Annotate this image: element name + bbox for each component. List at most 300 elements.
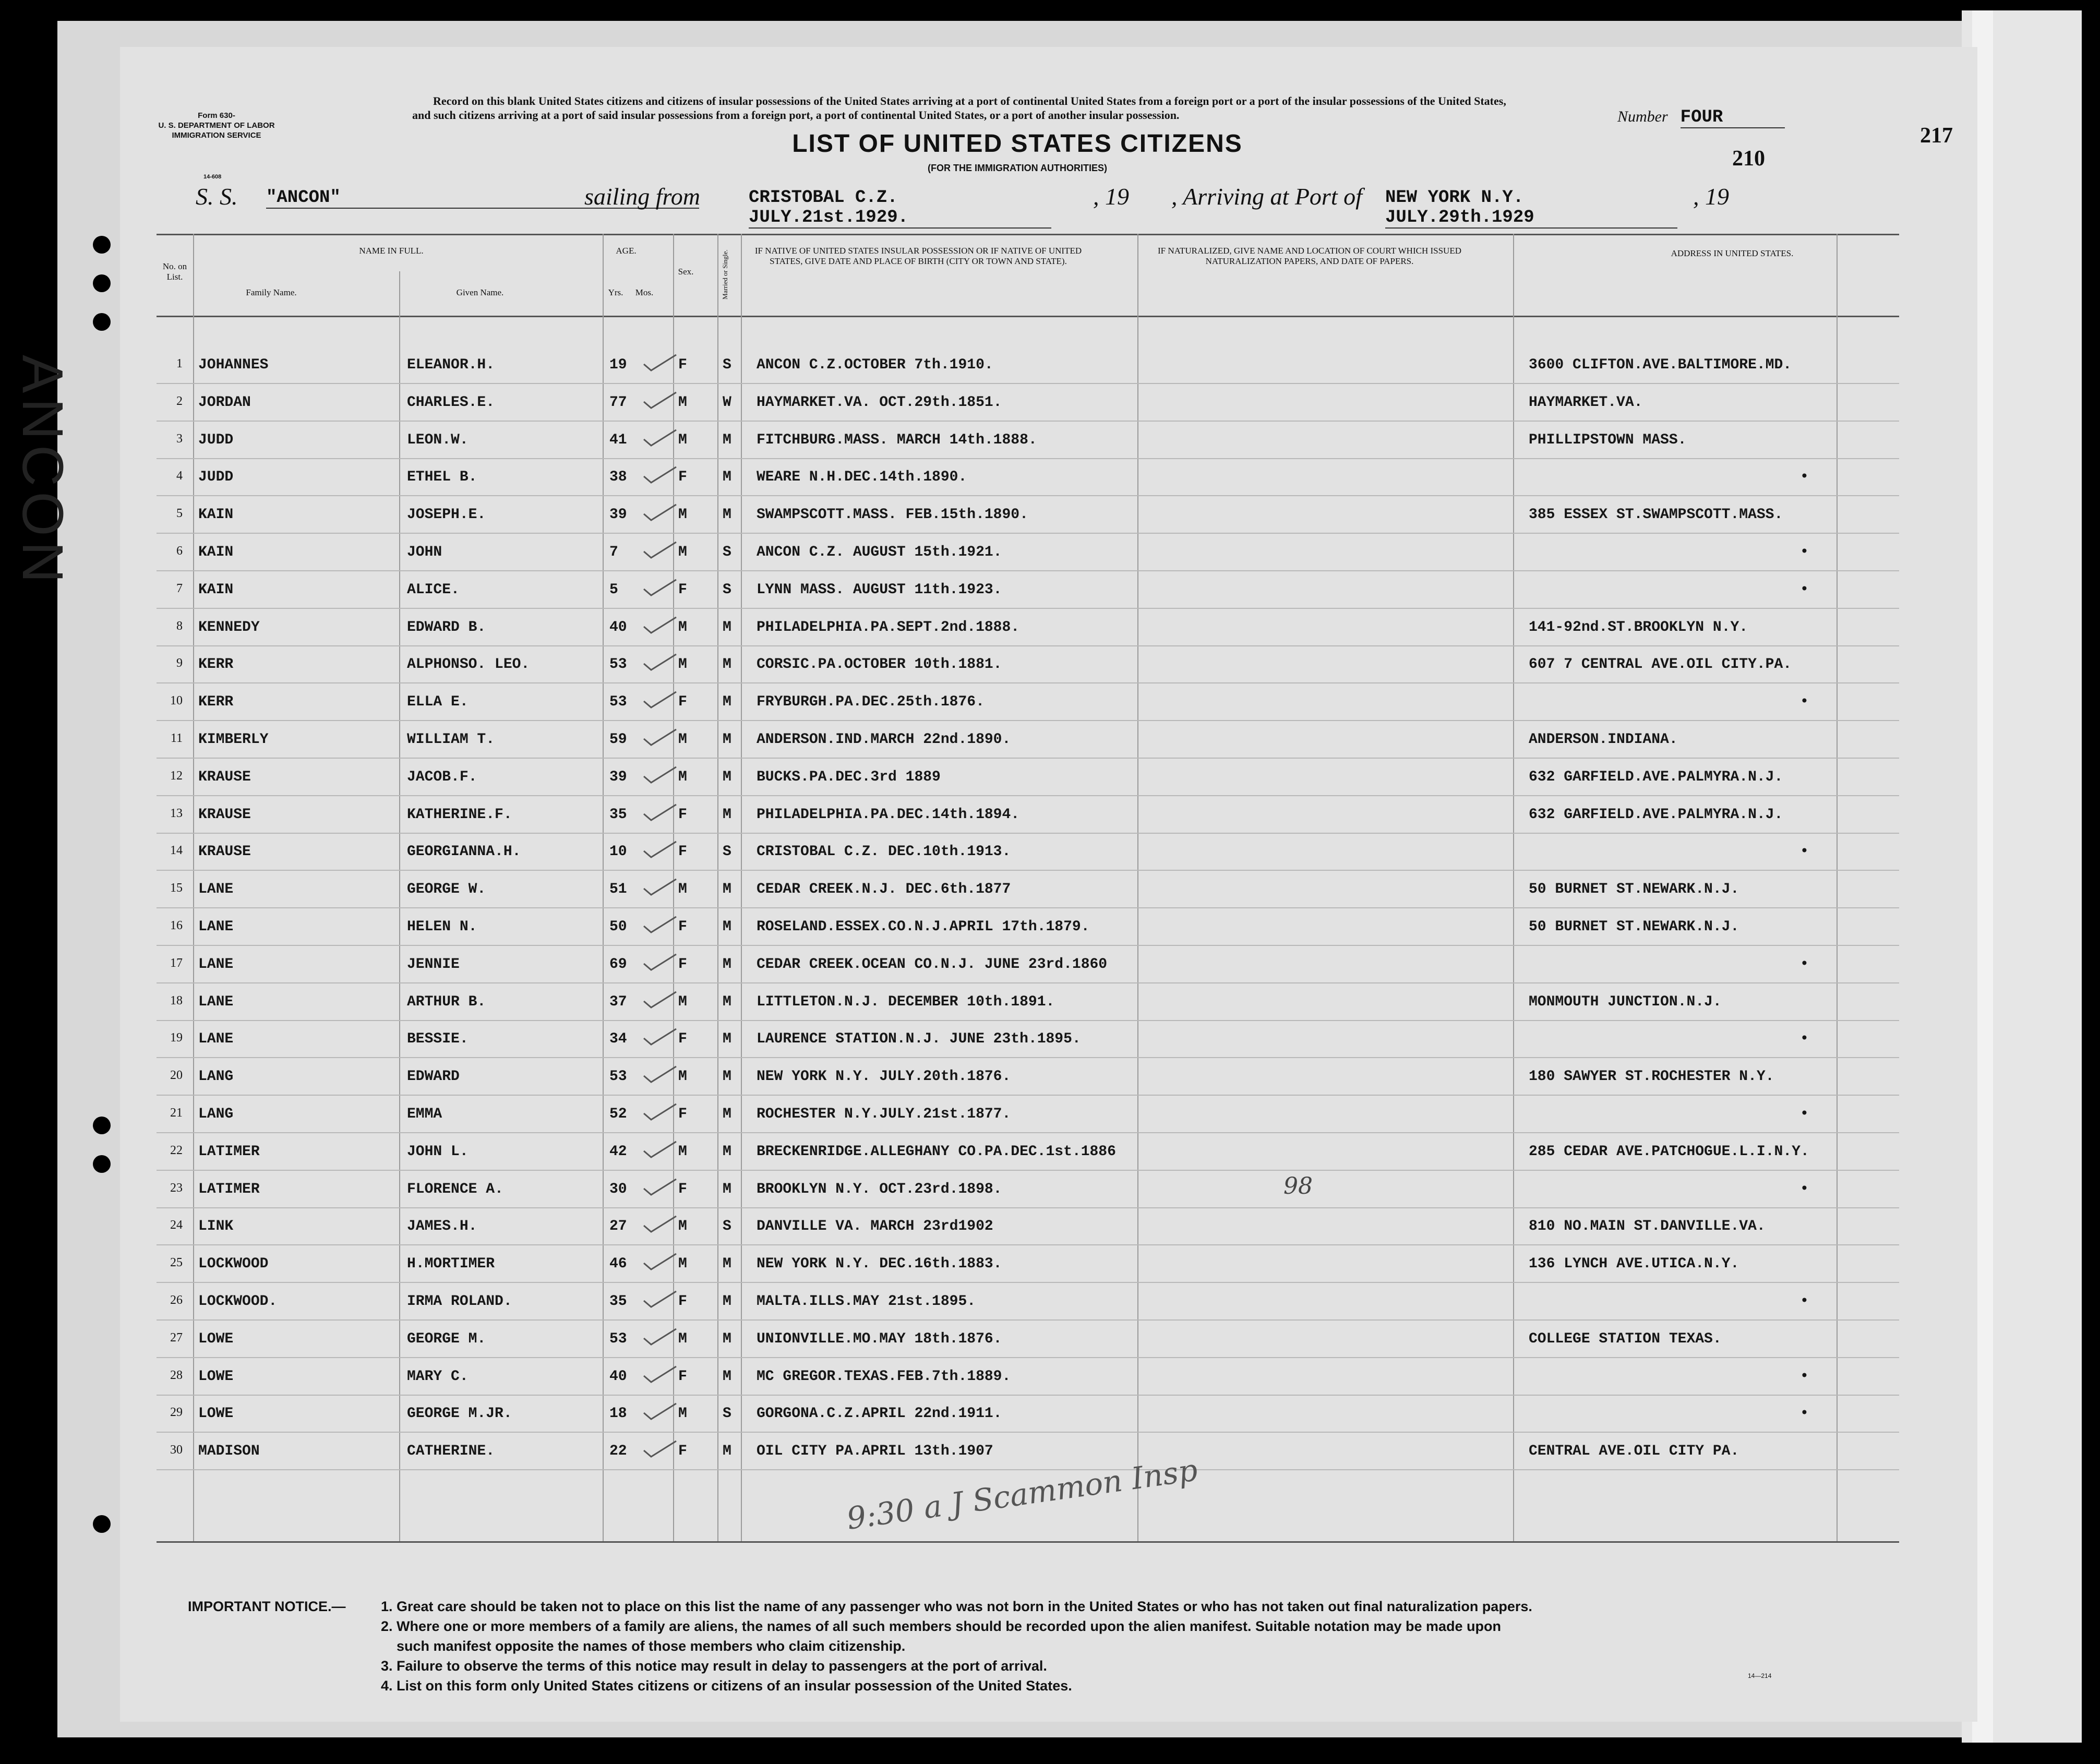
cell-given: EDWARD	[407, 1069, 460, 1085]
cell-sex: M	[678, 1330, 687, 1347]
cell-sex: F	[678, 1181, 687, 1197]
cell-no: 24	[170, 1218, 183, 1232]
cell-family: JOHANNES	[198, 357, 269, 373]
cell-birth: GORGONA.C.Z.APRIL 22nd.1911.	[757, 1406, 1002, 1422]
table-row	[157, 758, 1899, 796]
cell-ms: S	[723, 357, 731, 373]
cell-family: KERR	[198, 656, 234, 673]
notice-code: 14—214	[1748, 1672, 1772, 1679]
check-mark-icon	[642, 502, 678, 523]
cell-address: 607 7 CENTRAL AVE.OIL CITY.PA.	[1529, 656, 1792, 673]
year-suffix: , 19	[1693, 183, 1729, 210]
cell-address: •	[1800, 1368, 1809, 1385]
cell-address: CENTRAL AVE.OIL CITY PA.	[1529, 1443, 1739, 1460]
cell-birth: WEARE N.H.DEC.14th.1890.	[757, 469, 967, 486]
cell-no: 21	[170, 1106, 183, 1120]
important-notice	[188, 1597, 1857, 1696]
cell-age: 22	[609, 1443, 627, 1460]
table-row	[157, 383, 1899, 422]
check-mark-icon	[642, 615, 678, 636]
cell-address: 632 GARFIELD.AVE.PALMYRA.N.J.	[1529, 769, 1783, 785]
table-row	[157, 495, 1899, 534]
cell-family: LOWE	[198, 1330, 234, 1347]
cell-sex: M	[678, 1069, 687, 1085]
cell-ms: M	[723, 1368, 731, 1385]
cell-no: 23	[170, 1181, 183, 1195]
cell-age: 69	[609, 956, 627, 973]
cell-address: •	[1800, 1181, 1809, 1197]
form-number: Form 630-	[198, 111, 235, 120]
sailing-value: CRISTOBAL C.Z. JULY.21st.1929.	[749, 188, 1051, 229]
table-row	[157, 1244, 1899, 1283]
cell-ms: M	[723, 1143, 731, 1160]
cell-ms: M	[723, 919, 731, 935]
cell-address: •	[1800, 844, 1809, 860]
number-label: Number	[1617, 108, 1668, 125]
cell-no: 12	[170, 769, 183, 783]
cell-sex: M	[678, 431, 687, 448]
cell-ms: M	[723, 769, 731, 785]
cell-sex: M	[678, 769, 687, 785]
table-row	[157, 945, 1899, 983]
cell-ms: M	[723, 881, 731, 898]
table-row	[157, 795, 1899, 834]
header-birth: IF NATIVE OF UNITED STATES INSULAR POSSESSION OR IF NATIVE OF UNITED STATES, GIVE DATE AND PLACE OF BIRTH (CITY OR TOWN AND STATE).	[754, 246, 1082, 266]
cell-given: MARY C.	[407, 1368, 469, 1385]
cell-address: •	[1800, 544, 1809, 560]
stamp-page-number: 217	[1920, 124, 1953, 148]
cell-sex: M	[678, 731, 687, 748]
punch-hole	[93, 1515, 111, 1533]
cell-age: 35	[609, 806, 627, 823]
table-header	[157, 234, 1899, 317]
cell-sex: F	[678, 1106, 687, 1122]
cell-birth: LITTLETON.N.J. DECEMBER 10th.1891.	[757, 993, 1055, 1010]
check-mark-icon	[642, 877, 678, 898]
cell-family: JUDD	[198, 431, 234, 448]
cell-no: 10	[170, 694, 183, 708]
cell-given: KATHERINE.F.	[407, 806, 512, 823]
header-address: ADDRESS IN UNITED STATES.	[1671, 248, 1794, 258]
cell-address: •	[1800, 694, 1809, 711]
check-mark-icon	[642, 1102, 678, 1123]
table-row	[157, 533, 1899, 571]
cell-birth: CRISTOBAL C.Z. DEC.10th.1913.	[757, 844, 1011, 860]
cell-ms: M	[723, 1256, 731, 1273]
cell-ms: M	[723, 956, 731, 973]
cell-age: 53	[609, 694, 627, 711]
table-row	[157, 345, 1899, 384]
cell-ms: M	[723, 469, 731, 486]
check-mark-icon	[642, 915, 678, 935]
cell-ms: M	[723, 1106, 731, 1122]
header-age: AGE.	[616, 246, 637, 256]
header-married: Married or Single.	[721, 249, 729, 299]
cell-address: PHILLIPSTOWN MASS.	[1529, 431, 1687, 448]
form-id-block	[157, 111, 277, 140]
cell-ms: M	[723, 619, 731, 635]
cell-given: JENNIE	[407, 956, 460, 973]
cell-age: 53	[609, 1069, 627, 1085]
cell-family: KAIN	[198, 581, 234, 598]
check-mark-icon	[642, 1327, 678, 1348]
check-mark-icon	[642, 727, 678, 748]
header-mos: Mos.	[635, 287, 654, 297]
punch-hole	[93, 236, 111, 254]
table-row	[157, 421, 1899, 459]
cell-no: 29	[170, 1406, 183, 1420]
cell-ms: W	[723, 394, 731, 411]
cell-family: KENNEDY	[198, 619, 260, 635]
cell-sex: M	[678, 507, 687, 523]
cell-given: ALPHONSO. LEO.	[407, 656, 530, 673]
cell-no: 20	[170, 1069, 183, 1083]
cell-sex: F	[678, 469, 687, 486]
cell-ms: S	[723, 544, 731, 560]
cell-no: 9	[176, 656, 183, 670]
check-mark-icon	[642, 952, 678, 973]
notice-item-4: 4. List on this form only United States citizens or citizens of an insular possession of the United States.	[381, 1678, 1072, 1694]
cell-ms: M	[723, 731, 731, 748]
cell-birth: ANDERSON.IND.MARCH 22nd.1890.	[757, 731, 1011, 748]
cell-birth: OIL CITY PA.APRIL 13th.1907	[757, 1443, 993, 1460]
check-mark-icon	[642, 990, 678, 1011]
header-naturalized: IF NATURALIZED, GIVE NAME AND LOCATION OF COURT WHICH ISSUED NATURALIZATION PAPERS, AND DATE OF PAPERS.	[1157, 246, 1461, 266]
header-sex: Sex.	[678, 267, 694, 277]
cell-no: 6	[176, 544, 183, 558]
cell-age: 5	[609, 581, 618, 598]
cell-birth: CORSIC.PA.OCTOBER 10th.1881.	[757, 656, 1002, 673]
cell-family: LANE	[198, 881, 234, 898]
cell-family: LANE	[198, 1031, 234, 1048]
cell-birth: ROSELAND.ESSEX.CO.N.J.APRIL 17th.1879.	[757, 919, 1090, 935]
cell-address: •	[1800, 469, 1809, 486]
cell-ms: M	[723, 1031, 731, 1048]
table-row	[157, 1095, 1899, 1133]
cell-given: ELLA E.	[407, 694, 469, 711]
cell-sex: F	[678, 844, 687, 860]
cell-family: KAIN	[198, 507, 234, 523]
cell-age: 53	[609, 656, 627, 673]
cell-birth: ANCON C.Z. AUGUST 15th.1921.	[757, 544, 1002, 560]
cell-age: 41	[609, 431, 627, 448]
header-yrs: Yrs.	[608, 287, 623, 297]
cell-birth: SWAMPSCOTT.MASS. FEB.15th.1890.	[757, 507, 1028, 523]
notice-item-2: 2. Where one or more members of a family are aliens, the names of all such members should be recorded upon the alien manifest. Suitable notation may be made upon	[381, 1618, 1502, 1634]
cell-age: 51	[609, 881, 627, 898]
page-number: 210	[1732, 147, 1765, 171]
cell-sex: F	[678, 1293, 687, 1310]
cell-age: 18	[609, 1406, 627, 1422]
cell-given: CATHERINE.	[407, 1443, 495, 1460]
cell-address: •	[1800, 1031, 1809, 1048]
cell-ms: S	[723, 581, 731, 598]
table-row	[157, 1357, 1899, 1396]
check-mark-icon	[642, 353, 678, 374]
check-mark-icon	[642, 1139, 678, 1160]
check-mark-icon	[642, 1177, 678, 1198]
cell-sex: M	[678, 993, 687, 1010]
cell-sex: M	[678, 881, 687, 898]
cell-age: 46	[609, 1256, 627, 1273]
cell-ms: M	[723, 1330, 731, 1347]
cell-no: 2	[176, 394, 183, 408]
cell-age: 40	[609, 619, 627, 635]
cell-address: COLLEGE STATION TEXAS.	[1529, 1330, 1722, 1347]
cell-birth: PHILADELPHIA.PA.SEPT.2nd.1888.	[757, 619, 1020, 635]
cell-family: KERR	[198, 694, 234, 711]
cell-given: GEORGE M.JR.	[407, 1406, 512, 1422]
header-name: NAME IN FULL.	[359, 246, 424, 256]
cell-age: 38	[609, 469, 627, 486]
cell-given: JOHN	[407, 544, 442, 560]
cell-family: KRAUSE	[198, 769, 251, 785]
table-row	[157, 907, 1899, 946]
cell-address: ANDERSON.INDIANA.	[1529, 731, 1678, 748]
cell-given: ELEANOR.H.	[407, 357, 495, 373]
cell-family: KAIN	[198, 544, 234, 560]
cell-given: ALICE.	[407, 581, 460, 598]
cell-no: 4	[176, 469, 183, 483]
cell-no: 28	[170, 1368, 183, 1382]
cell-address: •	[1800, 581, 1809, 598]
cell-birth: LAURENCE STATION.N.J. JUNE 23th.1895.	[757, 1031, 1081, 1048]
cell-age: 27	[609, 1218, 627, 1235]
cell-family: LATIMER	[198, 1181, 260, 1197]
check-mark-icon	[642, 390, 678, 411]
cell-sex: M	[678, 544, 687, 560]
sailing-label: sailing from	[584, 183, 700, 210]
punch-hole	[93, 274, 111, 292]
cell-age: 77	[609, 394, 627, 411]
cell-given: BESSIE.	[407, 1031, 469, 1048]
cell-given: LEON.W.	[407, 431, 469, 448]
check-mark-icon	[642, 1364, 678, 1385]
table-row	[157, 870, 1899, 908]
cell-birth: UNIONVILLE.MO.MAY 18th.1876.	[757, 1330, 1002, 1347]
cell-address: •	[1800, 1106, 1809, 1122]
cell-given: GEORGIANNA.H.	[407, 844, 521, 860]
cell-no: 8	[176, 619, 183, 633]
cell-family: LOCKWOOD.	[198, 1293, 278, 1310]
side-stamp: ANCON	[10, 355, 75, 589]
handwritten-note: 98	[1283, 1173, 1313, 1199]
punch-hole	[93, 313, 111, 331]
cell-sex: F	[678, 806, 687, 823]
cell-sex: F	[678, 1368, 687, 1385]
cell-sex: F	[678, 694, 687, 711]
check-mark-icon	[642, 1027, 678, 1048]
check-mark-icon	[642, 465, 678, 486]
cell-no: 7	[176, 581, 183, 595]
cell-ms: M	[723, 507, 731, 523]
cell-age: 50	[609, 919, 627, 935]
punch-hole	[93, 1117, 111, 1134]
cell-family: LATIMER	[198, 1143, 260, 1160]
cell-age: 19	[609, 357, 627, 373]
check-mark-icon	[642, 652, 678, 673]
ss-label: S. S.	[196, 183, 238, 210]
cell-family: LOWE	[198, 1368, 234, 1385]
cell-address: 50 BURNET ST.NEWARK.N.J.	[1529, 881, 1739, 898]
cell-sex: F	[678, 1031, 687, 1048]
cell-no: 11	[170, 731, 183, 745]
cell-given: ARTHUR B.	[407, 993, 486, 1010]
cell-ms: M	[723, 1293, 731, 1310]
cell-age: 39	[609, 769, 627, 785]
number-field	[1617, 107, 1785, 128]
cell-ms: S	[723, 1406, 731, 1422]
check-mark-icon	[642, 1252, 678, 1273]
cell-given: ETHEL B.	[407, 469, 477, 486]
cell-address: 385 ESSEX ST.SWAMPSCOTT.MASS.	[1529, 507, 1783, 523]
check-mark-icon	[642, 1439, 678, 1460]
cell-age: 40	[609, 1368, 627, 1385]
cell-no: 15	[170, 881, 183, 895]
cell-birth: CEDAR CREEK.OCEAN CO.N.J. JUNE 23rd.1860	[757, 956, 1108, 973]
table-row	[157, 1057, 1899, 1096]
cell-given: JAMES.H.	[407, 1218, 477, 1235]
table-row	[157, 1282, 1899, 1321]
notice-item-1: 1. Great care should be taken not to place on this list the name of any passenger who was not born in the United States or who has not taken out final naturalization papers.	[381, 1599, 1532, 1614]
check-mark-icon	[642, 578, 678, 598]
table-row	[157, 1319, 1899, 1358]
cell-age: 37	[609, 993, 627, 1010]
cell-age: 10	[609, 844, 627, 860]
cell-birth: NEW YORK N.Y. JULY.20th.1876.	[757, 1069, 1011, 1085]
cell-family: MADISON	[198, 1443, 260, 1460]
cell-given: EDWARD B.	[407, 619, 486, 635]
header-family: Family Name.	[246, 287, 297, 297]
check-mark-icon	[642, 540, 678, 561]
number-value: FOUR	[1681, 107, 1785, 128]
cell-sex: F	[678, 357, 687, 373]
cell-age: 7	[609, 544, 618, 560]
notice-item-2b: such manifest opposite the names of those members who claim citizenship.	[397, 1638, 906, 1654]
cell-family: KIMBERLY	[198, 731, 269, 748]
cell-birth: LYNN MASS. AUGUST 11th.1923.	[757, 581, 1002, 598]
cell-no: 13	[170, 806, 183, 820]
cell-address: 180 SAWYER ST.ROCHESTER N.Y.	[1529, 1069, 1774, 1085]
table-row	[157, 1432, 1899, 1470]
cell-given: EMMA	[407, 1106, 442, 1122]
cell-ms: M	[723, 993, 731, 1010]
table-row	[157, 682, 1899, 721]
cell-address: 50 BURNET ST.NEWARK.N.J.	[1529, 919, 1739, 935]
table-row	[157, 982, 1899, 1021]
cell-address: HAYMARKET.VA.	[1529, 394, 1643, 411]
cell-ms: M	[723, 694, 731, 711]
cell-no: 16	[170, 919, 183, 932]
ship-name: "ANCON"	[266, 188, 699, 209]
cell-ms: M	[723, 1443, 731, 1460]
cell-birth: ROCHESTER N.Y.JULY.21st.1877.	[757, 1106, 1011, 1122]
cell-sex: M	[678, 394, 687, 411]
cell-ms: M	[723, 656, 731, 673]
cell-birth: PHILADELPHIA.PA.DEC.14th.1894.	[757, 806, 1020, 823]
cell-address: 632 GARFIELD.AVE.PALMYRA.N.J.	[1529, 806, 1783, 823]
document-title: LIST OF UNITED STATES CITIZENS	[792, 130, 1243, 158]
year-suffix: , 19	[1093, 183, 1129, 210]
cell-family: LOWE	[198, 1406, 234, 1422]
cell-address: 136 LYNCH AVE.UTICA.N.Y.	[1529, 1256, 1739, 1273]
header-given: Given Name.	[456, 287, 504, 297]
check-mark-icon	[642, 1401, 678, 1422]
cell-family: LANE	[198, 993, 234, 1010]
cell-family: KRAUSE	[198, 806, 251, 823]
cell-ms: M	[723, 806, 731, 823]
cell-family: LANE	[198, 956, 234, 973]
table-row	[157, 1207, 1899, 1245]
check-mark-icon	[642, 1289, 678, 1310]
cell-no: 25	[170, 1256, 183, 1270]
cell-sex: M	[678, 1406, 687, 1422]
cell-address: •	[1800, 1293, 1809, 1310]
check-mark-icon	[642, 802, 678, 823]
cell-ms: M	[723, 1181, 731, 1197]
cell-sex: F	[678, 1443, 687, 1460]
cell-address: 141-92nd.ST.BROOKLYN N.Y.	[1529, 619, 1748, 635]
cell-sex: M	[678, 1218, 687, 1235]
form-code: 14-608	[203, 174, 222, 180]
cell-family: LANG	[198, 1106, 234, 1122]
cell-family: JUDD	[198, 469, 234, 486]
table-row	[157, 608, 1899, 646]
cell-no: 14	[170, 844, 183, 858]
header-no: No. on List.	[162, 261, 187, 282]
inspector-signature: 9:30 a J Scammon Insp	[844, 1452, 1200, 1537]
cell-no: 22	[170, 1143, 183, 1157]
cell-birth: MC GREGOR.TEXAS.FEB.7th.1889.	[757, 1368, 1011, 1385]
cell-family: LINK	[198, 1218, 234, 1235]
cell-no: 19	[170, 1031, 183, 1045]
cell-family: LANE	[198, 919, 234, 935]
cell-age: 59	[609, 731, 627, 748]
cell-birth: NEW YORK N.Y. DEC.16th.1883.	[757, 1256, 1002, 1273]
check-mark-icon	[642, 1064, 678, 1085]
cell-address: 3600 CLIFTON.AVE.BALTIMORE.MD.	[1529, 357, 1792, 373]
cell-no: 5	[176, 507, 183, 521]
cell-ms: M	[723, 1069, 731, 1085]
cell-address: 810 NO.MAIN ST.DANVILLE.VA.	[1529, 1218, 1766, 1235]
cell-birth: BROOKLYN N.Y. OCT.23rd.1898.	[757, 1181, 1002, 1197]
cell-given: H.MORTIMER	[407, 1256, 495, 1273]
cell-birth: ANCON C.Z.OCTOBER 7th.1910.	[757, 357, 993, 373]
cell-birth: BUCKS.PA.DEC.3rd 1889	[757, 769, 941, 785]
cell-age: 52	[609, 1106, 627, 1122]
cell-age: 39	[609, 507, 627, 523]
cell-birth: FITCHBURG.MASS. MARCH 14th.1888.	[757, 431, 1037, 448]
check-mark-icon	[642, 690, 678, 711]
cell-no: 30	[170, 1443, 183, 1457]
cell-no: 26	[170, 1293, 183, 1307]
cell-given: GEORGE W.	[407, 881, 486, 898]
check-mark-icon	[642, 765, 678, 786]
cell-no: 27	[170, 1330, 183, 1345]
cell-given: HELEN N.	[407, 919, 477, 935]
cell-sex: M	[678, 1256, 687, 1273]
cell-sex: M	[678, 619, 687, 635]
cell-birth: DANVILLE VA. MARCH 23rd1902	[757, 1218, 993, 1235]
table-row	[157, 1394, 1899, 1433]
cell-age: 34	[609, 1031, 627, 1048]
punch-hole	[93, 1155, 111, 1173]
cell-address: 285 CEDAR AVE.PATCHOGUE.L.I.N.Y.	[1529, 1143, 1809, 1160]
cell-birth: BRECKENRIDGE.ALLEGHANY CO.PA.DEC.1st.1886	[757, 1143, 1116, 1160]
cell-address: •	[1800, 1406, 1809, 1422]
cell-family: JORDAN	[198, 394, 251, 411]
department: U. S. DEPARTMENT OF LABOR	[158, 121, 275, 130]
